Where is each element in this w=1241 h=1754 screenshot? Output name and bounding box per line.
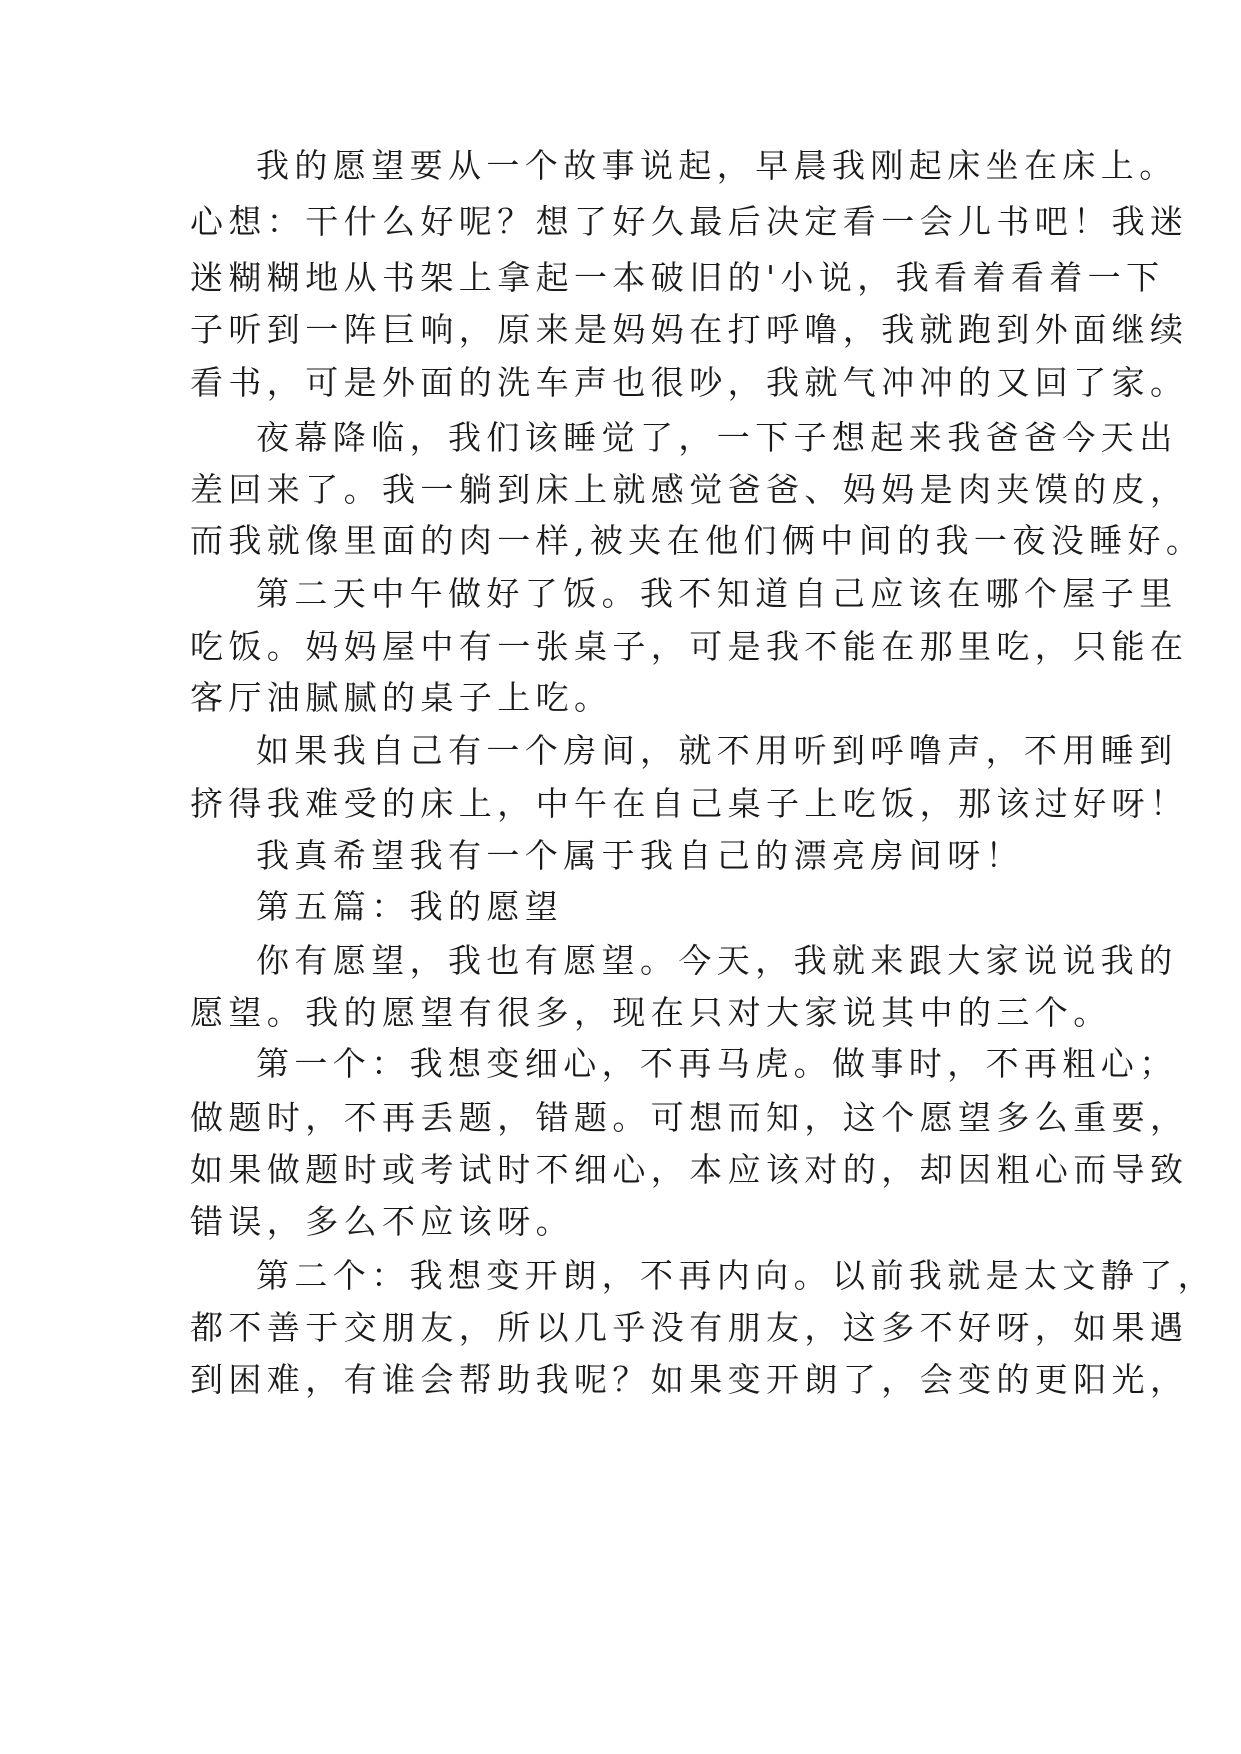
paragraph-line: 到困难，有谁会帮助我呢？如果变开朗了，会变的更阳光， — [190, 1360, 1189, 1399]
paragraph-line: 我真希望我有一个属于我自己的漂亮房间呀！ — [256, 836, 1024, 875]
paragraph-line: 看书，可是外面的洗车声也很吵，我就气冲冲的又回了家。 — [190, 363, 1189, 402]
paragraph-line: 如果我自己有一个房间，就不用听到呼噜声，不用睡到 — [256, 731, 1178, 770]
paragraph-line: 而我就像里面的肉一样,被夹在他们俩中间的我一夜没睡好。 — [190, 521, 1205, 560]
paragraph-line: 我的愿望要从一个故事说起，早晨我刚起床坐在床上。 — [256, 146, 1178, 185]
paragraph-line: 第一个：我想变细心，不再马虎。做事时，不再粗心； — [256, 1044, 1178, 1083]
paragraph-line: 错误，多么不应该呀。 — [190, 1202, 574, 1241]
paragraph-line: 都不善于交朋友，所以几乎没有朋友，这多不好呀，如果遇 — [190, 1308, 1189, 1347]
section-heading: 第五篇：我的愿望 — [256, 887, 564, 926]
paragraph-line: 差回来了。我一躺到床上就感觉爸爸、妈妈是肉夹馍的皮， — [190, 470, 1189, 509]
paragraph-line: 第二天中午做好了饭。我不知道自己应该在哪个屋子里 — [256, 574, 1178, 613]
paragraph-line: 你有愿望，我也有愿望。今天，我就来跟大家说说我的 — [256, 941, 1178, 980]
paragraph-line: 如果做题时或考试时不细心，本应该对的，却因粗心而导致 — [190, 1150, 1189, 1189]
paragraph-line: 迷糊糊地从书架上拿起一本破旧的'小说，我看着看着一下 — [190, 258, 1165, 297]
paragraph-line: 心想：干什么好呢？想了好久最后决定看一会儿书吧！我迷 — [190, 202, 1189, 241]
paragraph-line: 子听到一阵巨响，原来是妈妈在打呼噜，我就跑到外面继续 — [190, 310, 1189, 349]
paragraph-line: 第二个：我想变开朗，不再内向。以前我就是太文静了， — [256, 1256, 1216, 1295]
paragraph-line: 夜幕降临，我们该睡觉了，一下子想起来我爸爸今天出 — [256, 418, 1178, 457]
paragraph-line: 愿望。我的愿望有很多，现在只对大家说其中的三个。 — [190, 993, 1112, 1032]
paragraph-line: 吃饭。妈妈屋中有一张桌子，可是我不能在那里吃，只能在 — [190, 627, 1189, 666]
paragraph-line: 客厅油腻腻的桌子上吃。 — [190, 678, 613, 717]
paragraph-line: 挤得我难受的床上，中午在自己桌子上吃饭，那该过好呀！ — [190, 784, 1189, 823]
paragraph-line: 做题时，不再丢题，错题。可想而知，这个愿望多么重要， — [190, 1098, 1189, 1137]
